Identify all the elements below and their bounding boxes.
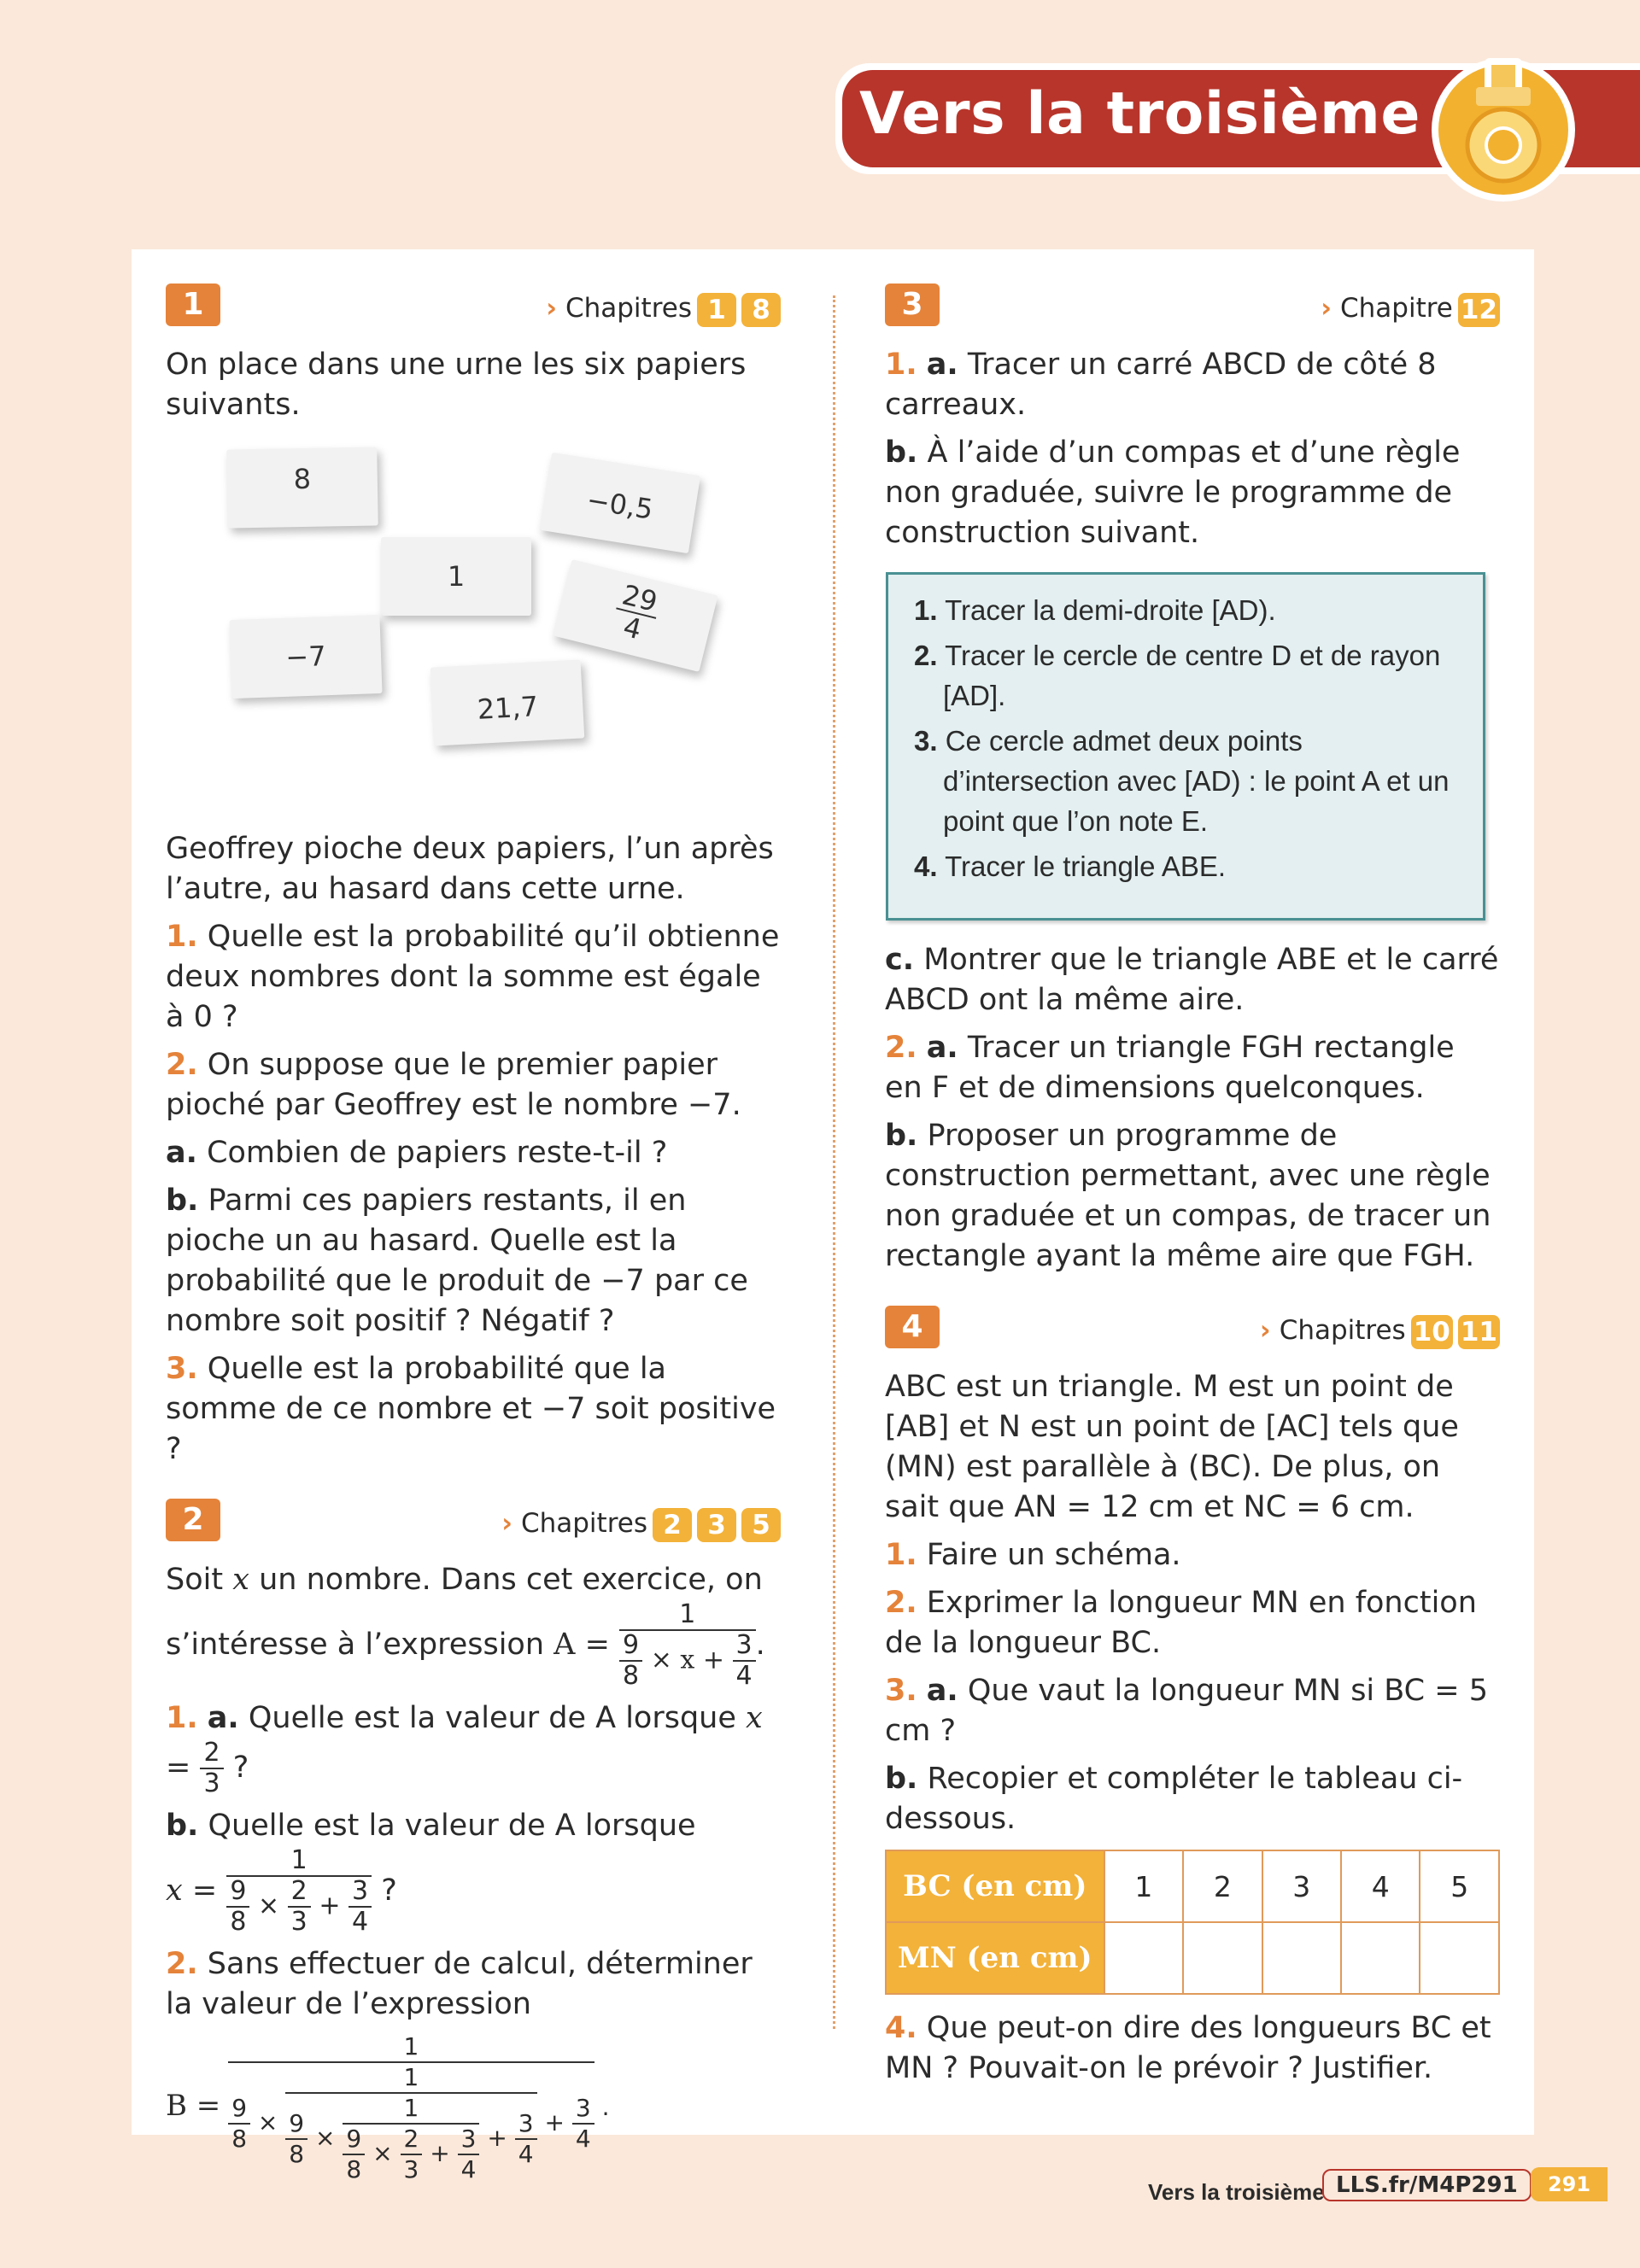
page-number: 291	[1531, 2167, 1608, 2201]
ex4-intro: ABC est un triangle. M est un point de [AB] et N est un point de [AC] tels que (MN) est parallèle à (BC). De plus, on sait que AN = 12 cm et NC = 6 cm.	[885, 1370, 1459, 1524]
table-row	[886, 1922, 1499, 1994]
ex3-chapter-badge: 12	[1458, 293, 1500, 327]
footer-link[interactable]: LLS.fr/M4P291	[1322, 2169, 1532, 2201]
ex1-head	[166, 284, 781, 333]
ex2-chapters: › Chapitres 2 3 5	[501, 1504, 781, 1544]
table-cell: 5	[1420, 1850, 1499, 1922]
footer-label: Vers la troisième	[1148, 2179, 1325, 2205]
ex2-chapter-badge: 2	[653, 1508, 692, 1542]
papers-illustration	[166, 433, 781, 829]
left-column	[166, 284, 781, 2184]
prog-step: 2. Tracer le cercle de centre D et de rayon [AD].	[914, 640, 1441, 711]
ex1-q2a: a. Combien de papiers reste-t-il ?	[166, 1136, 668, 1170]
table-cell: 4	[1341, 1850, 1420, 1922]
prog-step: 4. Tracer le triangle ABE.	[914, 850, 1227, 882]
table-header: BC (en cm)	[886, 1850, 1104, 1922]
ex2-q1b: b. Quelle est la valeur de A lorsque x = 1 $\frac{9}{8}$ × $\frac{2}{3}$ + $\frac{3}{4}$ ?	[166, 1809, 696, 1937]
ex2-B-expression: B = 1 $\frac{9}{8}$ × 1 $\frac{9}{8}$ × 1 $\frac{9}{8}$ × $\frac{2}{3}$ + $\frac{3}{4}$ + $\frac{3}{4}$ + $\frac{3}{4}$ .	[166, 2032, 610, 2183]
ex2-chapter-badge: 3	[697, 1508, 736, 1542]
ex1-q3: 3. Quelle est la probabilité que la somme de ce nombre et −7 soit positive ?	[166, 1352, 776, 1466]
ex4-head	[885, 1306, 1500, 1355]
table-cell	[1183, 1922, 1262, 1994]
ex4-number: 4	[885, 1306, 940, 1348]
ex1-q2: 2. On suppose que le premier papier pioché par Geoffrey est le nombre −7.	[166, 1048, 741, 1122]
ex4-q2: 2. Exprimer la longueur MN en fonction de la longueur BC.	[885, 1586, 1477, 1660]
ex4-chapter-badge: 10	[1411, 1315, 1453, 1349]
ex2-number: 2	[166, 1499, 220, 1541]
paper: −7	[229, 615, 382, 699]
paper: 29 4	[553, 559, 718, 672]
paper: 21,7	[430, 659, 585, 745]
ex1-chapters: › Chapitres 1 8	[546, 289, 781, 329]
right-column	[885, 284, 1500, 2096]
paper: −0,5	[540, 453, 700, 553]
bc-mn-table	[885, 1850, 1500, 1995]
table-cell	[1104, 1922, 1183, 1994]
table-cell	[1262, 1922, 1341, 1994]
ex4-q4: 4. Que peut-on dire des longueurs BC et MN ? Pouvait-on le prévoir ? Justifier.	[885, 2011, 1491, 2085]
ex4-q3a: 3. a. Que vaut la longueur MN si BC = 5 cm ?	[885, 1674, 1488, 1748]
ex4-chapters: › Chapitres 10 11	[1260, 1311, 1500, 1351]
ex1-q2b: b. Parmi ces papiers restants, il en pioche un au hasard. Quelle est la probabilité que le produit de −7 par ce nombre soit positif ? Négatif ?	[166, 1184, 748, 1338]
paper: 8	[226, 447, 378, 528]
ex4-chapter-badge: 11	[1458, 1315, 1500, 1349]
paper: 1	[381, 537, 531, 616]
ex4-q3b: b. Recopier et compléter le tableau ci-dessous.	[885, 1762, 1463, 1836]
construction-program	[886, 572, 1485, 921]
ex1-chapter-badge: 1	[697, 293, 736, 327]
table-cell: 2	[1183, 1850, 1262, 1922]
prog-step: 1. Tracer la demi-droite [AD).	[914, 594, 1276, 626]
ex3-q2a: 2. a. Tracer un triangle FGH rectangle en F et de dimensions quelconques.	[885, 1031, 1455, 1105]
table-cell: 1	[1104, 1850, 1183, 1922]
ex2-intro: Soit x un nombre. Dans cet exercice, on s’intéresse à l’expression A = 1 $\frac{9}{8}$ × x + $\frac{3}{4}$ .	[166, 1563, 765, 1691]
ex1-text: Geoffrey pioche deux papiers, l’un après l’autre, au hasard dans cette urne.	[166, 832, 774, 906]
table-row	[886, 1850, 1499, 1922]
column-divider	[833, 295, 835, 2029]
ex3-q1a: 1. a. Tracer un carré ABCD de côté 8 carreaux.	[885, 348, 1437, 422]
ex1-intro: On place dans une urne les six papiers suivants.	[166, 348, 747, 422]
ex3-head	[885, 284, 1500, 333]
ex3-q1c: c. Montrer que le triangle ABE et le carré ABCD ont la même aire.	[885, 943, 1499, 1017]
ex3-q2b: b. Proposer un programme de construction permettant, avec une règle non graduée et un compas, de tracer un rectangle ayant la même aire que FGH.	[885, 1119, 1491, 1273]
ex2-head	[166, 1499, 781, 1548]
ex1-number: 1	[166, 284, 220, 326]
ex3-q1b: b. À l’aide d’un compas et d’une règle non graduée, suivre le programme de construction suivant.	[885, 435, 1461, 550]
ex3-number: 3	[885, 284, 940, 326]
ex4-q1: 1. Faire un schéma.	[885, 1538, 1181, 1572]
table-cell	[1341, 1922, 1420, 1994]
ex2-chapter-badge: 5	[741, 1508, 781, 1542]
ex2-q2: 2. Sans effectuer de calcul, déterminer la valeur de l’expression	[166, 1947, 753, 2021]
ex2-q1a: 1. a. Quelle est la valeur de A lorsque x = $\frac{2}{3}$ ?	[166, 1701, 763, 1798]
prog-step: 3. Ce cercle admet deux points d’intersection avec [AD) : le point A et un point que l’on note E.	[914, 725, 1450, 837]
page-title: Vers la troisième	[859, 80, 1421, 148]
table-header: MN (en cm)	[886, 1922, 1104, 1994]
ex1-chap-label: Chapitres	[565, 293, 692, 324]
ex1-q1: 1. Quelle est la probabilité qu’il obtienne deux nombres dont la somme est égale à 0 ?	[166, 920, 780, 1034]
ex1-chapter-badge: 8	[741, 293, 781, 327]
table-cell: 3	[1262, 1850, 1341, 1922]
ex3-chapters: › Chapitre 12	[1321, 289, 1500, 329]
table-cell	[1420, 1922, 1499, 1994]
medal-icon	[1428, 51, 1578, 202]
